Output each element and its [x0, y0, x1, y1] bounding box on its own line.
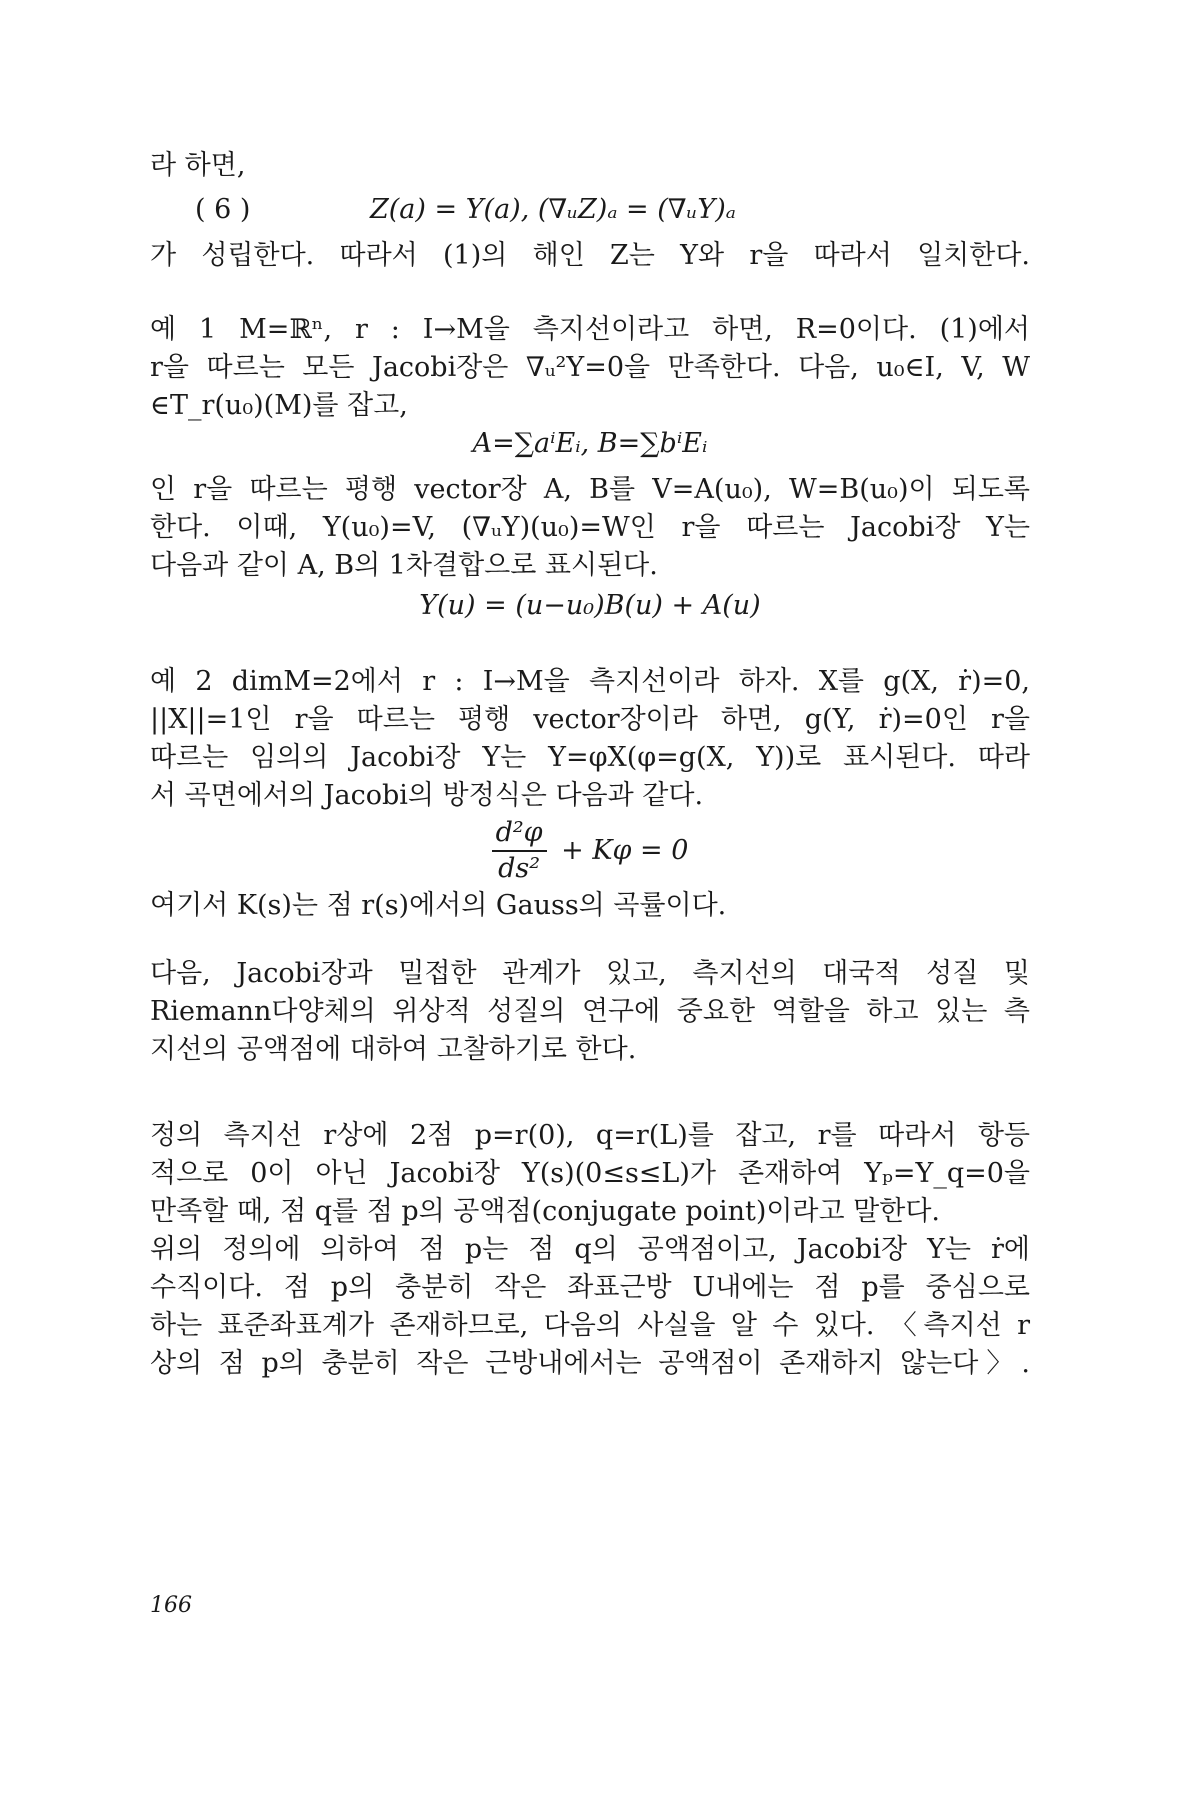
text-line: 라 하면,: [150, 150, 246, 181]
text-line: 여기서 K(s)는 점 r(s)에서의 Gauss의 곡률이다.: [150, 890, 727, 921]
text-line: 수직이다. 점 p의 충분히 작은 좌표근방 U내에는 점 p를 중심으로: [150, 1272, 1030, 1303]
text-line: 다음과 같이 A, B의 1차결합으로 표시된다.: [150, 550, 658, 581]
equation-rest: + Kφ = 0: [561, 835, 689, 866]
text-line: 위의 정의에 의하여 점 p는 점 q의 공액점이고, Jacobi장 Y는 ṙ에: [150, 1234, 1030, 1265]
text-line: ||X||=1인 r을 따르는 평행 vector장이라 하면, g(Y, ṙ)=0인 r을: [150, 704, 1030, 735]
text-line: 지선의 공액점에 대하여 고찰하기로 한다.: [150, 1034, 637, 1065]
text-line: 만족할 때, 점 q를 점 p의 공액점(conjugate point)이라고 말한다.: [150, 1196, 941, 1227]
definition-heading-line: 정의 측지선 r상에 2점 p=r(0), q=r(L)를 잡고, r를 따라서 항등: [150, 1120, 1030, 1151]
text-line: 다음, Jacobi장과 밀접한 관계가 있고, 측지선의 대국적 성질 및: [150, 958, 1030, 989]
equation-ab: A=∑aⁱEᵢ, B=∑bⁱEᵢ: [472, 428, 708, 459]
example-1-heading-line: 예 1 M=ℝⁿ, r : I→M을 측지선이라고 하면, R=0이다. (1)에서: [150, 314, 1030, 345]
text-line: 서 곡면에서의 Jacobi의 방정식은 다음과 같다.: [150, 780, 704, 811]
equation-number: ( 6 ): [195, 194, 251, 225]
fraction-denominator: ds²: [498, 853, 541, 884]
equation-jacobi: [150, 818, 1030, 888]
text-line: Riemann다양체의 위상적 성질의 연구에 중요한 역할을 하고 있는 측: [150, 996, 1030, 1027]
text-line: 인 r을 따르는 평행 vector장 A, B를 V=A(u₀), W=B(u₀)이 되도록: [150, 474, 1030, 505]
text-line: 하는 표준좌표계가 존재하므로, 다음의 사실을 알 수 있다. 〈측지선 r: [150, 1310, 1030, 1341]
fraction: [492, 818, 547, 884]
equation-y: Y(u) = (u−u₀)B(u) + A(u): [419, 590, 761, 621]
text-line: 상의 점 p의 충분히 작은 근방내에서는 공액점이 존재하지 않는다〉.: [150, 1348, 1030, 1379]
text-line: 가 성립한다. 따라서 (1)의 해인 Z는 Y와 r을 따라서 일치한다.: [150, 240, 1030, 271]
text-line: 한다. 이때, Y(u₀)=V, (∇ᵤY)(u₀)=W인 r을 따르는 Jacobi장 Y는: [150, 512, 1030, 543]
text-line: 적으로 0이 아닌 Jacobi장 Y(s)(0≤s≤L)가 존재하여 Yₚ=Y_q=0을: [150, 1158, 1030, 1189]
text-line: r을 따르는 모든 Jacobi장은 ∇ᵤ²Y=0을 만족한다. 다음, u₀∈I, V, W: [150, 352, 1030, 383]
text-line: ∈T_r(u₀)(M)를 잡고,: [150, 390, 408, 421]
page-number: 166: [150, 1593, 192, 1618]
fraction-numerator: d²φ: [492, 818, 547, 852]
example-2-heading-line: 예 2 dimM=2에서 r : I→M을 측지선이라 하자. X를 g(X, ṙ)=0,: [150, 666, 1030, 697]
text-line: 따르는 임의의 Jacobi장 Y는 Y=φX(φ=g(X, Y))로 표시된다. 따라: [150, 742, 1030, 773]
equation-body: Z(a) = Y(a), (∇ᵤZ)ₐ = (∇ᵤY)ₐ: [370, 194, 736, 225]
